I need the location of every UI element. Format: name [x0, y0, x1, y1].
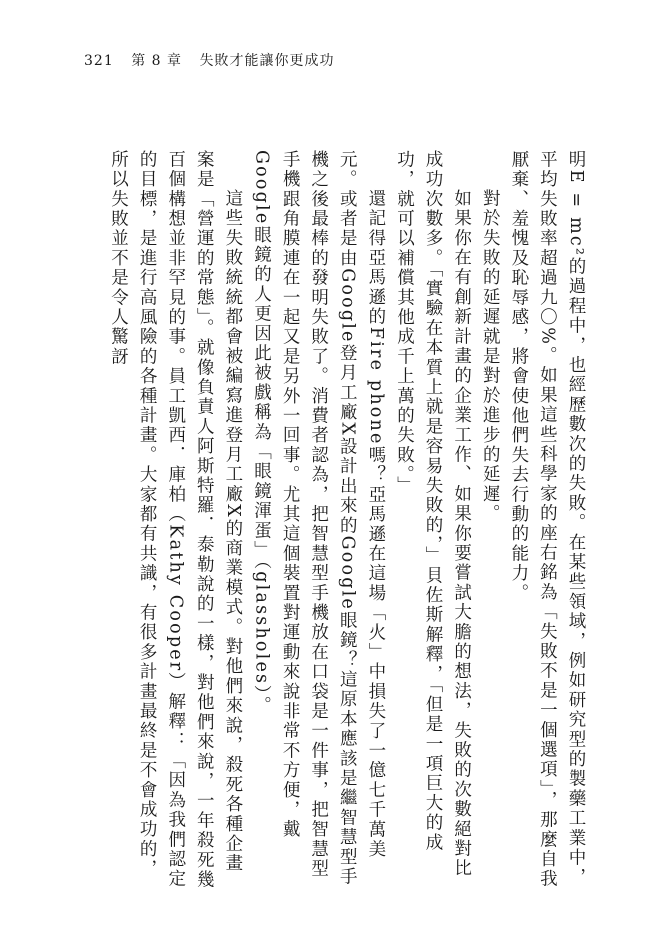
- chapter-title: 失敗才能讓你更成功: [199, 53, 335, 69]
- paragraph: 還記得亞馬遜的Fire phone嗎？亞馬遜在這場「火」中損失了一億七千萬美元。或者是由Google登月工廠X設計出來的Google眼鏡？這原本應該是繼智慧型手機之後最棒的發明失敗了。消費者認為，把智慧型手機放在口袋是一件事，把智慧型手機跟角膜連在一起又是另外一回事。尤其這個裝置對運動來說非常不方便，戴Google眼鏡的人更因此被戲稱為「眼鏡渾蛋」（glassholes）。: [251, 150, 386, 887]
- paragraph: 明E = mc²的過程中，也經歷數次的失敗。在某些領域，例如研究型的製藥工業中，平均失敗率超過九〇%。如果這些科學家的座右銘為「失敗不是一個選項」，那麼自我厭棄、羞愧及恥辱感，將會使他們失去行動的能力。: [508, 150, 586, 889]
- running-header: [84, 50, 334, 70]
- paragraph: 如果你在有創新計畫的企業工作、如果你要嘗試大膽的想法，失敗的次數絕對比成功次數多。「實驗在本質上就是容易失敗的，」貝佐斯解釋，「但是一項巨大的成功，就可以補償其他成千上萬的失敗。」: [394, 150, 472, 878]
- paragraph: 這些失敗統統都會被編寫進登月工廠X的商業模式。對他們來說，殺死各種企畫案是「營運的常態」。就像負責人阿斯特羅．泰勒說的一樣，對他們來說，一年殺死幾百個構想並非罕見的事。員工凱西．庫柏（Kathy Cooper）解釋：「因為我們認定的目標，是進行高風險的各種計畫。大家都有共識，有很多計畫最終是不會成功的，所以失敗並不是令人驚訝: [108, 150, 243, 890]
- chapter-label: 第 8 章: [131, 53, 182, 69]
- page-number: 321: [84, 53, 114, 69]
- body-text: [90, 150, 590, 890]
- paragraph: 對於失敗的延遲就是對於進步的延遲。: [480, 188, 501, 524]
